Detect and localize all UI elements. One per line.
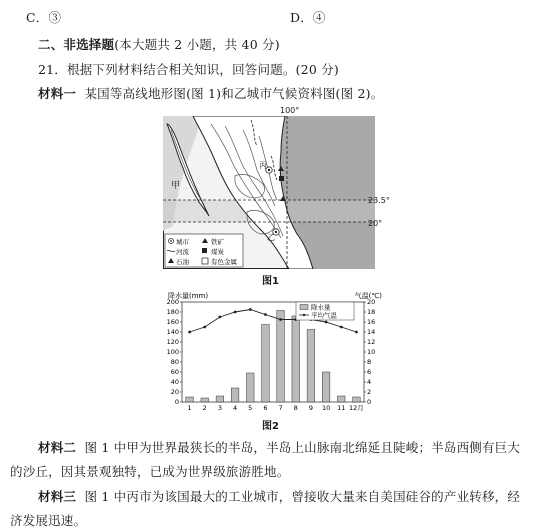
left-axis-tick-label: 140 [166, 328, 179, 337]
material2-label: 材料二 [38, 440, 77, 455]
question-21: 21．根据下列材料结合相关知识，回答问题。(20 分) [38, 62, 339, 77]
left-axis-tick-label: 180 [166, 308, 179, 317]
right-axis-tick-label: 14 [367, 328, 376, 337]
legend-bar-label: 降水量 [311, 303, 331, 312]
precip-bar [307, 330, 315, 403]
legend-coal: 煤炭 [211, 248, 224, 256]
figure1-caption: 图1 [262, 276, 279, 287]
temperature-point [234, 311, 237, 314]
left-axis-tick-label: 200 [166, 298, 179, 307]
coal-marker [279, 176, 284, 181]
right-axis-tick-label: 4 [367, 378, 372, 387]
right-axis-tick-label: 6 [367, 368, 372, 377]
section-note: (本大题共 2 小题，共 40 分) [114, 37, 280, 52]
x-tick-label: 1 [187, 404, 192, 412]
right-axis-tick-label: 0 [367, 398, 372, 407]
left-axis-tick-label: 80 [170, 358, 179, 367]
precip-bar [337, 396, 345, 402]
place-bing: 丙 [259, 161, 267, 170]
place-jia: 甲 [171, 181, 181, 191]
x-tick-label: 3 [217, 404, 222, 412]
material3-line2: 济发展迅速。 [10, 513, 87, 528]
precip-bar [353, 397, 361, 402]
map-legend [165, 234, 243, 267]
right-axis-tick-label: 12 [367, 338, 376, 347]
temperature-point [340, 326, 343, 329]
material3-label: 材料三 [38, 489, 77, 504]
left-axis-tick-label: 120 [166, 338, 179, 347]
right-axis-tick-label: 2 [367, 388, 372, 397]
legend-city: 城市 [176, 238, 189, 246]
legend-oil: 石油 [176, 258, 189, 266]
precip-bar [322, 372, 330, 402]
legend-nonferrous: 有色金属 [211, 258, 237, 266]
material2-text1: 图 1 中甲为世界最狭长的半岛，半岛上山脉南北绵延且陡峻；半岛西侧有巨大 [84, 440, 521, 455]
precip-bar [246, 373, 254, 402]
meridian-label: 100° [280, 106, 300, 115]
option-c: C．③ [26, 10, 62, 25]
temperature-point [219, 316, 222, 319]
x-tick-label: 8 [293, 404, 298, 412]
left-axis-label: 降水量(mm) [168, 292, 209, 300]
material1-text: 某国等高线地形图(图 1)和乙城市气候资料图(图 2)。 [84, 86, 384, 101]
precip-bar [262, 325, 270, 403]
x-tick-label: 9 [308, 404, 313, 412]
material3-line1 [38, 487, 520, 505]
right-axis-tick-label: 20 [367, 298, 376, 307]
precip-bar [216, 396, 224, 402]
material2-line1 [38, 438, 520, 456]
right-axis-tick-label: 16 [367, 318, 376, 327]
temperature-point [203, 326, 206, 329]
place-yi: 乙 [267, 233, 275, 242]
contour-map [163, 116, 375, 269]
temperature-point [325, 321, 328, 324]
figure2-caption: 图2 [262, 421, 279, 432]
material1 [38, 84, 383, 102]
chart-legend [296, 302, 354, 320]
left-axis-tick-label: 160 [166, 318, 179, 327]
x-tick-label: 6 [263, 404, 268, 412]
temperature-point [355, 331, 358, 334]
section-heading [38, 35, 280, 53]
material2-line2: 的沙丘，因其景观独特，已成为世界级旅游胜地。 [10, 464, 290, 479]
legend-iron: 铁矿 [211, 238, 224, 246]
x-tick-label: 7 [278, 404, 283, 412]
x-tick-label: 5 [248, 404, 253, 412]
x-tick-label: 10 [321, 404, 331, 412]
right-axis-tick-label: 10 [367, 348, 376, 357]
legend-river: 河流 [176, 248, 189, 256]
temperature-point [264, 313, 267, 316]
nonferrous-legend-icon [202, 258, 208, 264]
right-axis-label: 气温(℃) [354, 292, 382, 300]
precip-bar [292, 316, 300, 402]
right-axis-tick-label: 18 [367, 308, 376, 317]
x-tick-label: 2 [202, 404, 207, 412]
precip-bar [277, 311, 285, 403]
lat-23-5-label: 23.5° [368, 196, 390, 205]
x-tick-label: 12月 [349, 404, 364, 412]
temperature-point [249, 308, 252, 311]
precip-bar [186, 397, 194, 402]
temperature-point [279, 318, 282, 321]
option-d: D．④ [290, 10, 326, 25]
legend-line-label: 平均气温 [311, 311, 337, 320]
left-axis-tick-label: 0 [174, 398, 179, 407]
section-title: 二、非选择题 [38, 37, 115, 52]
left-axis-tick-label: 60 [170, 368, 179, 377]
material1-label: 材料一 [38, 86, 77, 101]
precip-bar [231, 388, 239, 402]
x-tick-label: 4 [233, 404, 238, 412]
left-axis-tick-label: 100 [166, 348, 179, 357]
right-axis-tick-label: 8 [367, 358, 372, 367]
left-axis-tick-label: 20 [170, 388, 179, 397]
precip-bar [201, 398, 209, 402]
legend-bar-swatch [300, 305, 308, 310]
material3-text1: 图 1 中丙市为该国最大的工业城市，曾接收大量来自美国硅谷的产业转移，经 [84, 489, 521, 504]
climate-chart [150, 290, 390, 416]
x-tick-label: 11 [337, 404, 346, 412]
coal-legend-icon [202, 248, 207, 253]
temperature-point [188, 331, 191, 334]
lat-20-label: 20° [368, 219, 383, 228]
left-axis-tick-label: 40 [170, 378, 179, 387]
